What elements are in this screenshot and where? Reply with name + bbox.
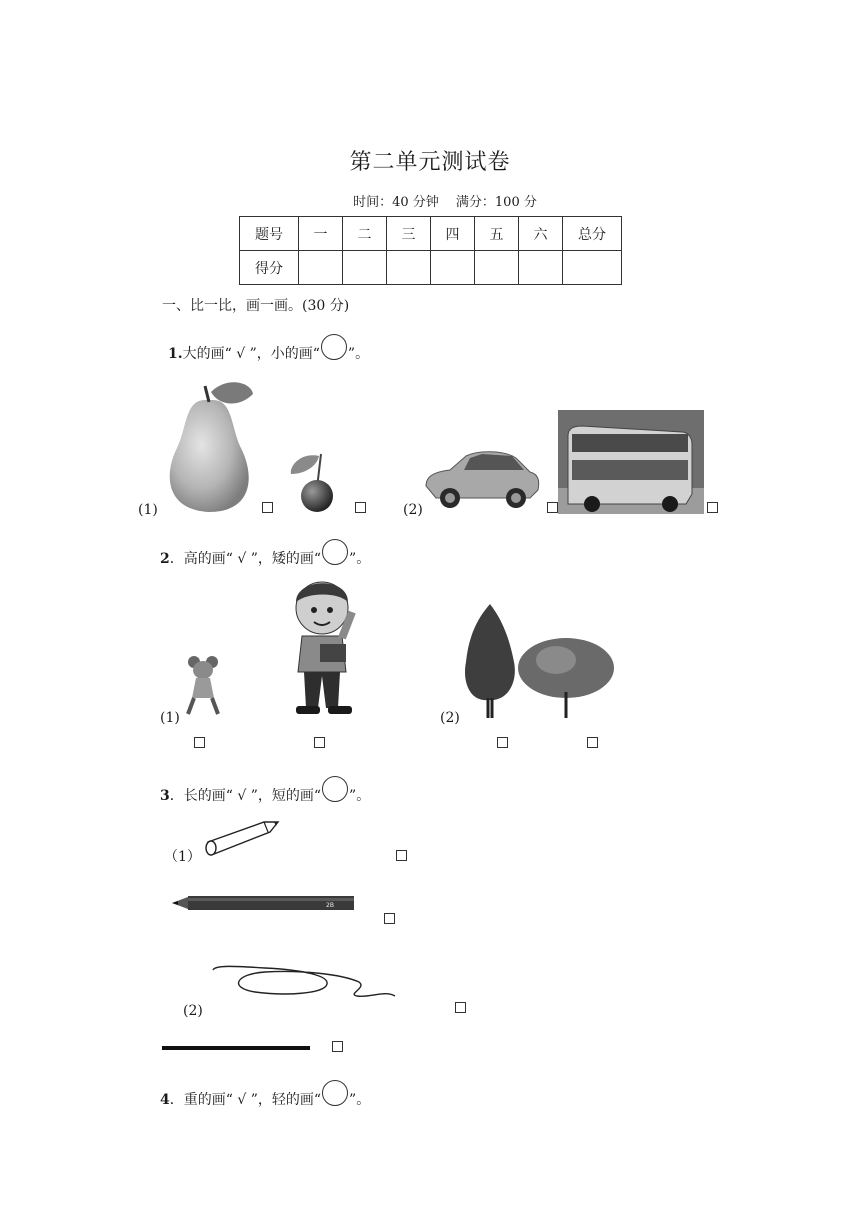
question-text: ．重的画“ √ ”，轻的画“ — [169, 1092, 322, 1108]
question-4 — [160, 1087, 370, 1113]
question-number: 4 — [160, 1092, 170, 1108]
answer-box[interactable] — [262, 502, 273, 513]
table-cell: 二 — [343, 217, 387, 251]
question-2 — [160, 546, 370, 572]
table-cell: 六 — [519, 217, 563, 251]
score-input-cell[interactable] — [299, 251, 343, 285]
answer-box[interactable] — [396, 850, 407, 861]
circle-symbol — [322, 776, 348, 802]
bus-image — [558, 410, 704, 514]
score-table-header-row — [240, 217, 622, 251]
question-text: 大的画“ √ ”，小的画“ — [182, 346, 320, 362]
question-text: ．长的画“ √ ”，短的画“ — [169, 788, 322, 804]
short-pencil-image — [202, 820, 282, 858]
short-tree-image — [516, 634, 616, 720]
answer-box[interactable] — [384, 913, 395, 924]
circle-symbol — [321, 334, 347, 360]
label-2: (2) — [403, 502, 423, 518]
circle-symbol — [322, 1080, 348, 1106]
score-input-cell[interactable] — [343, 251, 387, 285]
score-table — [239, 216, 622, 285]
page-title: 第二单元测试卷 — [349, 150, 511, 175]
tall-tree-image — [460, 602, 520, 720]
question-text-end: ”。 — [347, 346, 370, 362]
score-input-cell[interactable] — [563, 251, 622, 285]
pencil-grade-text: 2B — [326, 902, 334, 909]
table-cell: 总分 — [563, 217, 622, 251]
answer-box[interactable] — [314, 737, 325, 748]
label-2: (2) — [440, 710, 460, 726]
curly-line-image — [205, 962, 400, 1006]
answer-box[interactable] — [455, 1002, 466, 1013]
score-input-cell[interactable] — [431, 251, 475, 285]
table-cell: 得分 — [240, 251, 299, 285]
mouse-figure-image — [178, 650, 228, 720]
car-image — [420, 442, 542, 512]
answer-box[interactable] — [332, 1041, 343, 1052]
section-heading: 一、比一比，画一画。(30 分) — [162, 298, 350, 314]
answer-box[interactable] — [547, 502, 558, 513]
score-input-cell[interactable] — [519, 251, 563, 285]
table-cell: 题号 — [240, 217, 299, 251]
question-number: 1. — [168, 346, 183, 362]
answer-box[interactable] — [497, 737, 508, 748]
table-cell: 五 — [475, 217, 519, 251]
question-text-end: ”。 — [349, 1092, 371, 1108]
table-cell: 一 — [299, 217, 343, 251]
cherry-image — [285, 448, 345, 516]
answer-box[interactable] — [194, 737, 205, 748]
question-text-end: ”。 — [349, 788, 371, 804]
label-1: (1) — [160, 710, 180, 726]
long-pencil-image — [170, 893, 358, 913]
score-input-cell[interactable] — [475, 251, 519, 285]
answer-box[interactable] — [355, 502, 366, 513]
straight-line-image — [162, 1046, 310, 1050]
question-1 — [168, 341, 369, 367]
label-1: （1） — [164, 849, 201, 865]
exam-info: 时间：40 分钟 满分：100 分 — [353, 195, 537, 210]
question-text: ．高的画“ √ ”，矮的画“ — [169, 551, 322, 567]
question-number: 3 — [160, 788, 170, 804]
table-cell: 四 — [431, 217, 475, 251]
score-input-cell[interactable] — [387, 251, 431, 285]
answer-box[interactable] — [587, 737, 598, 748]
label-1: (1) — [138, 502, 158, 518]
score-table-score-row — [240, 251, 622, 285]
label-2: (2) — [183, 1003, 203, 1019]
circle-symbol — [322, 539, 348, 565]
question-number: 2 — [160, 551, 170, 567]
question-text-end: ”。 — [349, 551, 371, 567]
boy-image — [282, 572, 368, 718]
question-3 — [160, 783, 370, 809]
answer-box[interactable] — [707, 502, 718, 513]
pear-image — [155, 378, 265, 516]
table-cell: 三 — [387, 217, 431, 251]
